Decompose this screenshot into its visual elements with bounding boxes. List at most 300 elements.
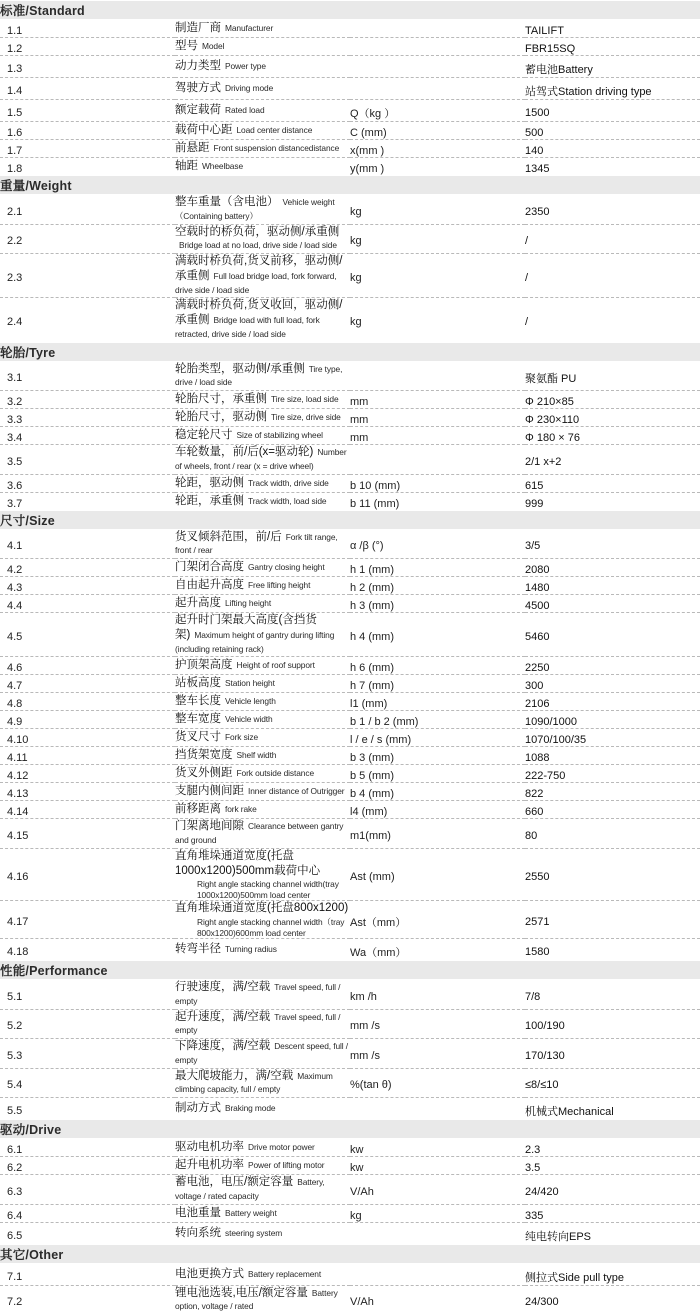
row-label-en: Power type [225,61,266,72]
row-label-en: Height of roof support [236,660,315,671]
row-unit: b 4 (mm) [350,783,525,801]
table-row [0,559,700,577]
table-row [0,1009,700,1039]
table-row [0,1285,700,1314]
row-label [175,595,350,613]
row-value: 222-750 [525,765,700,783]
row-label-en: Vehicle width [225,714,273,725]
row-number: 4.12 [0,765,175,783]
row-unit: b 11 (mm) [350,497,400,510]
table-row [0,195,700,225]
row-label-cn: 车轮数量，前/后(x=驱动轮) [175,446,314,458]
row-label-en: Battery weight [225,1207,277,1218]
row-label-cn: 稳定轮尺寸 [175,429,233,442]
row-value: 3.5 [525,1157,700,1175]
row-label-cn: 轮胎类型，驱动侧/承重侧 [175,362,305,375]
row-unit: C (mm) [350,122,525,140]
row-label-cn: 驱动电机功率 [175,1141,244,1154]
table-row [0,409,700,427]
row-label [175,100,350,122]
row-label-en: Bridge load with full load, fork retracted, drive side / load side [175,315,320,339]
table-row [0,254,700,298]
row-unit: kw [350,1157,525,1175]
row-label-cn: 门架闭合高度 [175,561,244,574]
row-label-cn: 行驶速度，满/空载 [175,981,271,993]
row-value: 822 [525,783,700,801]
row-label-en: Number of wheels, front / rear (x = drive wheel) [175,447,347,471]
row-label [175,729,350,747]
table-row [0,1175,700,1205]
row-label-en: Wheelbase [202,161,243,172]
row-label-en: Track width, load side [248,495,327,506]
section-heading: 其它/Other [0,1244,700,1263]
row-label [175,122,350,140]
row-unit [350,56,525,78]
row-unit: h 1 (mm) [350,559,525,577]
row-unit [350,38,525,56]
row-label-cn: 下降速度，满/空载 [175,1040,271,1052]
row-value: 侧拉式Side pull type [525,1263,700,1285]
row-label-en: Tire size, drive side [271,412,341,423]
row-unit: V/Ah [350,1296,374,1309]
row-label-en: Battery replacement [248,1268,322,1279]
row-label [175,38,350,56]
row-label-en: Model [202,41,225,52]
section-heading: 驱动/Drive [0,1120,700,1139]
table-row [0,657,700,675]
row-label-cn: 锂电池选装,电压/额定容量 [175,1286,308,1299]
table-row [0,1039,700,1069]
row-number: 3.4 [0,427,175,445]
row-label [175,1039,350,1069]
row-label-cn: 轮距，驱动侧 [175,476,244,489]
row-label-cn: 门架离地间隙 [175,820,244,833]
row-label-en: Rated load [225,105,265,116]
row-value: 4500 [525,595,700,613]
table-row [0,783,700,801]
row-unit: mm /s [350,1039,525,1069]
row-label-cn: 满载时桥负荷,货叉前移，驱动侧/承重侧 [175,255,343,282]
row-label-en: Lifting height [225,598,272,609]
row-label-en: Fork size [225,732,259,743]
row-label-cn: 起升时门架最大高度(含挡货架) [175,614,317,641]
table-row [0,56,700,78]
row-label-cn: 制动方式 [175,1102,221,1115]
row-label [175,901,350,939]
row-label [175,1068,350,1098]
row-unit: Ast (mm) [350,848,525,901]
row-label-en: Shelf width [236,750,277,761]
table-row [0,765,700,783]
row-label [175,298,350,342]
row-label-en: Travel speed, full / empty [175,1011,341,1036]
row-value: 2.3 [525,1139,700,1157]
row-value: 500 [525,122,700,140]
row-label-en: Fork tilt range, front / rear [175,531,338,556]
table-row [0,1068,700,1098]
row-number: 4.1 [0,529,175,559]
row-label [175,613,350,657]
row-value: 2080 [525,559,700,577]
table-row [0,38,700,56]
row-unit: Ast（mm） [350,901,525,939]
row-label [175,747,350,765]
row-value: 2/1 x+2 [525,445,700,475]
row-unit: mm [350,391,525,409]
row-label-en: Vehicle weight（Containing battery） [175,197,335,221]
row-value: 615 [525,474,700,492]
row-unit: mm [350,409,525,427]
row-number: 2.2 [0,224,175,254]
row-label [175,1098,350,1120]
row-label-cn: 挡货架宽度 [175,749,233,762]
row-label [175,1204,350,1222]
row-value: 机械式Mechanical [525,1106,614,1118]
row-number: 1.2 [0,38,175,56]
row-label-cn: 整车重量（含电池） [175,196,279,208]
row-value: 3/5 [525,529,700,559]
row-label [175,529,350,559]
table-row [0,224,700,254]
row-label-en: Drive motor power [248,1142,315,1153]
row-label-en: Free lifting height [248,580,311,591]
row-label-cn: 货叉外侧距 [175,767,233,780]
row-number: 6.5 [7,1229,23,1242]
row-label-en: Travel speed, full / empty [175,982,341,1006]
row-label-en: Size of stabilizing wheel [236,430,323,441]
row-unit: %(tan θ) [350,1068,525,1098]
row-label [175,848,350,901]
table-row [0,1098,700,1120]
row-label [175,391,350,409]
table-row [0,158,700,176]
row-label-cn: 自由起升高度 [175,579,244,592]
row-label-en: Battery, voltage / rated capacity [175,1177,325,1201]
row-label-cn: 起升速度，满/空载 [175,1010,271,1023]
row-unit: V/Ah [350,1175,525,1205]
section-header-row [0,1,700,20]
row-value: / [525,316,529,329]
table-row [0,100,700,122]
section-heading: 尺寸/Size [0,510,700,529]
row-label-en: Full load bridge load, fork forward, drive side / load side [175,270,337,295]
row-label-cn: 前移距离 [175,803,221,816]
row-label-cn: 轴距 [175,160,198,173]
row-number: 3.2 [0,391,175,409]
table-row [0,711,700,729]
row-label-en: Fork outside distance [236,768,315,779]
row-unit: h 4 (mm) [350,613,525,657]
row-unit: kg [350,254,525,298]
row-value: 999 [525,497,544,510]
row-label-en: steering system [225,1227,283,1238]
row-label [175,783,350,801]
row-number: 1.6 [0,122,175,140]
row-label [175,158,350,176]
row-label-cn: 轮胎尺寸，驱动侧 [175,411,267,424]
table-row [0,577,700,595]
row-value: 335 [525,1204,700,1222]
row-number: 4.18 [7,946,29,958]
row-label [175,980,350,1010]
row-number: 1.5 [0,100,175,122]
row-number: 4.10 [0,729,175,747]
table-row [0,140,700,158]
table-row [0,939,700,961]
row-label-en: Clearance between gantry and ground [175,821,344,845]
row-label-en: Braking mode [225,1103,276,1114]
row-label-cn: 驾驶方式 [175,82,221,95]
row-unit: h 7 (mm) [350,675,525,693]
table-row [0,729,700,747]
row-unit: b 5 (mm) [350,765,525,783]
row-unit [350,361,525,391]
row-unit [350,1263,525,1285]
row-number: 5.5 [7,1105,23,1117]
row-label-cn: 整车宽度 [175,713,221,726]
row-label-en-second-line: Right angle stacking channel width（tray 800x1200)600mm load center [197,917,345,938]
row-label-cn: 轮胎尺寸，承重侧 [175,393,267,406]
row-label [175,577,350,595]
row-number: 6.3 [0,1175,175,1205]
row-label-en: Bridge load at no load, drive side / load side [179,240,337,251]
row-label-cn: 蓄电池，电压/额定容量 [175,1176,294,1188]
row-label [175,474,350,492]
row-label [175,361,350,391]
row-value: FBR15SQ [525,38,700,56]
row-label-cn: 直角堆垛通道宽度(托盘800x1200) [175,902,349,915]
row-label-cn: 载荷中心距 [175,124,233,137]
row-label-en: Station height [225,678,275,689]
row-label-cn: 制造厂商 [175,22,221,35]
row-label-cn: 电池更换方式 [175,1267,244,1280]
row-label [175,492,350,510]
row-unit: l / e / s (mm) [350,729,525,747]
row-value: 2550 [525,848,700,901]
table-row [0,819,700,849]
table-row [0,595,700,613]
row-label-en: Manufacturer [225,23,274,34]
row-label [175,78,350,100]
section-header-row [0,176,700,195]
row-label-en: Tire type, drive / load side [175,363,343,388]
row-unit: Wa（mm） [350,947,407,959]
row-number: 5.1 [0,980,175,1010]
row-value: 300 [525,675,700,693]
row-number: 4.14 [0,801,175,819]
row-label-cn: 转向系统 [175,1226,221,1239]
row-value: Φ 210×85 [525,391,700,409]
row-unit: y(mm ) [350,163,385,175]
row-label [175,1009,350,1039]
row-unit: m1(mm) [350,819,525,849]
row-unit: kg [350,316,362,329]
row-label [175,819,350,849]
row-value: 24/300 [525,1296,559,1309]
section-header-row [0,342,700,361]
table-row [0,901,700,939]
row-label-cn: 护顶架高度 [175,659,233,672]
row-value: 2350 [525,195,700,225]
row-number: 3.5 [0,445,175,475]
row-number: 4.4 [0,595,175,613]
row-label [175,1263,350,1285]
row-unit [350,78,525,100]
row-label-cn: 货叉尺寸 [175,731,221,744]
row-unit: kg [350,224,525,254]
row-label [175,140,350,158]
row-value: / [525,224,700,254]
table-row [0,1204,700,1222]
row-label [175,224,350,254]
row-number: 5.2 [0,1009,175,1039]
row-unit: x(mm ) [350,140,525,158]
row-label-cn: 起升电机功率 [175,1159,244,1172]
row-number: 5.3 [0,1039,175,1069]
row-label-cn: 电池重量 [175,1206,221,1219]
row-value: Φ 180 × 76 [525,427,700,445]
row-unit: l4 (mm) [350,801,525,819]
row-unit [350,1098,525,1120]
row-label [175,20,350,38]
row-number: 2.1 [0,195,175,225]
section-heading: 标准/Standard [0,1,700,20]
row-number: 3.6 [0,474,175,492]
row-label-en: Front suspension distancedistance [213,143,340,154]
row-unit: h 3 (mm) [350,595,525,613]
row-value: / [525,254,700,298]
row-number: 1.8 [7,163,23,175]
row-label [175,765,350,783]
row-unit: km /h [350,980,525,1010]
table-row [0,1139,700,1157]
table-row [0,298,700,342]
row-value: 100/190 [525,1009,700,1039]
row-label-en: Gantry closing height [248,562,325,573]
table-row [0,747,700,765]
row-unit: l1 (mm) [350,693,525,711]
row-label-en: fork rake [225,804,257,815]
row-label-cn: 型号 [175,40,198,53]
row-label-cn: 支腿内侧间距 [175,785,244,798]
row-value: 170/130 [525,1039,700,1069]
table-row [0,122,700,140]
row-value: 1090/1000 [525,711,700,729]
row-number: 4.5 [0,613,175,657]
row-label [175,559,350,577]
row-number: 4.3 [0,577,175,595]
row-unit: kw [350,1139,525,1157]
section-heading: 轮胎/Tyre [0,342,700,361]
section-header-row [0,961,700,980]
row-unit: h 2 (mm) [350,577,525,595]
row-unit: h 6 (mm) [350,657,525,675]
row-label [175,1157,350,1175]
row-value: TAILIFT [525,20,700,38]
row-unit [350,20,525,38]
row-label-cn: 轮距，承重侧 [175,494,244,507]
row-label-en: Descent speed, full / empty [175,1041,348,1065]
section-header-row [0,1244,700,1263]
row-label [175,56,350,78]
table-row [0,445,700,475]
row-value: 1480 [525,577,700,595]
section-header-row [0,510,700,529]
row-label [175,1175,350,1205]
row-label-cn: 转弯半径 [175,943,221,956]
row-value: 5460 [525,613,700,657]
row-unit [350,1222,525,1244]
row-label-en: Battery option, voltage / rated [175,1287,338,1312]
row-value: 1345 [525,163,550,175]
row-label-en: Maximum climbing capacity, full / empty [175,1070,333,1095]
section-heading: 重量/Weight [0,176,700,195]
row-label-cn: 满载时桥负荷,货叉收回，驱动侧/承重侧 [175,299,343,326]
row-number: 4.17 [0,901,175,939]
row-number: 2.3 [0,254,175,298]
row-unit: kg [350,1204,525,1222]
row-value: 纯电转向EPS [525,1230,592,1243]
row-label-en-second-line: Right angle stacking channel width(tray 1000x1200)500mm load center [197,879,339,900]
row-label [175,801,350,819]
row-number: 4.2 [0,559,175,577]
row-label-en: Inner distance of Outrigger [248,786,345,797]
row-label-cn: 动力类型 [175,60,221,73]
row-label-en: Maximum height of gantry during lifting (including retaining rack) [175,629,335,654]
table-row [0,361,700,391]
table-row [0,848,700,901]
row-label-cn: 货叉倾斜范围，前/后 [175,530,282,543]
table-row [0,980,700,1010]
row-number: 1.3 [0,56,175,78]
row-number: 3.7 [7,497,23,510]
row-label-cn: 前悬距 [175,142,210,155]
row-label-en: Driving mode [225,83,274,94]
row-number: 1.7 [0,140,175,158]
row-number: 3.3 [0,409,175,427]
row-number: 7.1 [0,1263,175,1285]
row-value: 1088 [525,747,700,765]
row-value: 1580 [525,946,550,958]
row-label-cn: 空载时的桥负荷，驱动侧/承重侧 [175,225,340,238]
row-value: 660 [525,801,700,819]
table-row [0,20,700,38]
row-number: 3.1 [0,361,175,391]
row-unit: b 10 (mm) [350,474,525,492]
row-number: 4.11 [0,747,175,765]
table-row [0,693,700,711]
row-value: Φ 230×110 [525,409,700,427]
row-label-en: Turning radius [225,944,277,955]
table-row [0,613,700,657]
table-row [0,801,700,819]
row-number: 1.1 [0,20,175,38]
row-label [175,445,350,475]
table-row [0,1222,700,1244]
row-number: 6.4 [0,1204,175,1222]
row-unit: mm /s [350,1009,525,1039]
row-label [175,693,350,711]
row-number: 4.6 [0,657,175,675]
row-unit: kg [350,195,525,225]
row-number: 5.4 [0,1068,175,1098]
row-number: 1.4 [0,78,175,100]
row-number: 4.7 [0,675,175,693]
row-label [175,675,350,693]
row-label [175,195,350,225]
row-label-cn: 直角堆垛通道宽度(托盘1000x1200)500mm载荷中心 [175,849,321,877]
table-row [0,391,700,409]
